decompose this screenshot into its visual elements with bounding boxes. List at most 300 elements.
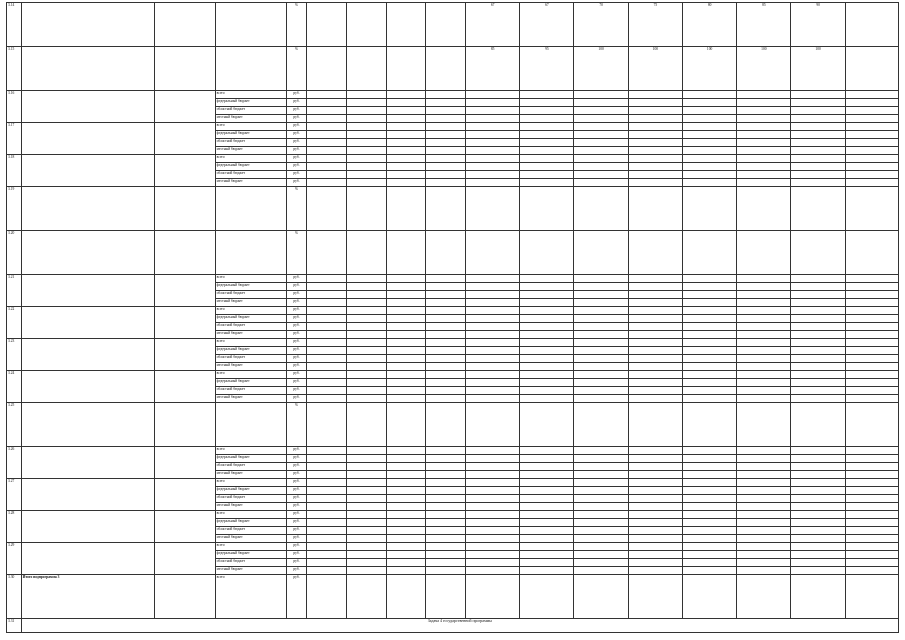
value-cell [520, 163, 574, 171]
value-cell [307, 395, 347, 403]
value-cell [465, 487, 519, 495]
value-cell [791, 559, 845, 567]
value-cell [737, 559, 791, 567]
value-cell [465, 463, 519, 471]
value-cell [791, 155, 845, 163]
value-cell [426, 519, 466, 527]
value-cell [574, 91, 628, 99]
funding-source: местный бюджет [215, 471, 286, 479]
row-description [21, 403, 155, 447]
value-cell [682, 527, 736, 535]
value-cell [386, 447, 426, 455]
value-cell [347, 179, 387, 187]
funding-source: областной бюджет [215, 495, 286, 503]
value-cell [791, 479, 845, 487]
value-cell [307, 387, 347, 395]
value-cell [386, 307, 426, 315]
table-row [7, 307, 899, 315]
value-cell: 80 [682, 3, 736, 47]
value-cell [628, 147, 682, 155]
responsible-org [155, 511, 216, 543]
unit-cell: руб. [286, 147, 307, 155]
value-cell [386, 283, 426, 291]
value-cell [628, 379, 682, 387]
value-cell [791, 291, 845, 299]
value-cell [791, 107, 845, 115]
value-cell [845, 495, 898, 503]
value-cell [737, 179, 791, 187]
value-cell [574, 447, 628, 455]
value-cell [426, 479, 466, 487]
value-cell [520, 519, 574, 527]
value-cell [791, 339, 845, 347]
value-cell [845, 543, 898, 551]
value-cell [682, 323, 736, 331]
value-cell [520, 503, 574, 511]
value-cell: 67 [520, 3, 574, 47]
unit-cell: руб. [286, 575, 307, 619]
unit-cell: руб. [286, 495, 307, 503]
value-cell [307, 519, 347, 527]
value-cell [465, 323, 519, 331]
value-cell [347, 371, 387, 379]
value-cell [307, 123, 347, 131]
value-cell [845, 179, 898, 187]
value-cell [426, 283, 466, 291]
unit-cell: руб. [286, 447, 307, 455]
value-cell [574, 323, 628, 331]
value-cell [628, 139, 682, 147]
value-cell [307, 147, 347, 155]
value-cell [628, 447, 682, 455]
value-cell [682, 559, 736, 567]
row-description: Итого подпрограмма 3 [21, 575, 155, 619]
responsible-org [155, 447, 216, 479]
value-cell [386, 91, 426, 99]
value-cell [347, 355, 387, 363]
value-cell [520, 147, 574, 155]
value-cell [520, 487, 574, 495]
value-cell [307, 535, 347, 543]
funding-source: местный бюджет [215, 567, 286, 575]
value-cell [347, 315, 387, 323]
funding-source: федеральный бюджет [215, 455, 286, 463]
value-cell [465, 527, 519, 535]
value-cell [426, 331, 466, 339]
value-cell [347, 275, 387, 283]
unit-cell: руб. [286, 463, 307, 471]
unit-cell: % [286, 47, 307, 91]
value-cell [307, 447, 347, 455]
value-cell [426, 275, 466, 283]
value-cell [628, 171, 682, 179]
value-cell [574, 559, 628, 567]
row-description [21, 543, 155, 575]
row-number: 3.16 [7, 91, 22, 123]
value-cell [737, 479, 791, 487]
value-cell [426, 139, 466, 147]
value-cell [465, 299, 519, 307]
value-cell [845, 535, 898, 543]
value-cell: 90 [791, 3, 845, 47]
value-cell [737, 291, 791, 299]
value-cell [347, 503, 387, 511]
value-cell [845, 355, 898, 363]
value-cell [426, 115, 466, 123]
value-cell [682, 171, 736, 179]
value-cell [520, 463, 574, 471]
value-cell [347, 511, 387, 519]
value-cell [347, 187, 387, 231]
unit-cell: руб. [286, 155, 307, 163]
funding-source: всего [215, 91, 286, 99]
value-cell [307, 551, 347, 559]
table-body [7, 3, 899, 633]
value-cell [845, 363, 898, 371]
value-cell [347, 519, 387, 527]
value-cell [737, 495, 791, 503]
row-number: 3.17 [7, 123, 22, 155]
value-cell [682, 567, 736, 575]
funding-source: федеральный бюджет [215, 551, 286, 559]
value-cell [465, 307, 519, 315]
value-cell [737, 519, 791, 527]
value-cell [520, 155, 574, 163]
value-cell [426, 355, 466, 363]
unit-cell: руб. [286, 299, 307, 307]
value-cell [520, 331, 574, 339]
value-cell [386, 363, 426, 371]
unit-cell: руб. [286, 115, 307, 123]
value-cell [386, 163, 426, 171]
value-cell [520, 107, 574, 115]
value-cell [307, 331, 347, 339]
unit-cell: руб. [286, 283, 307, 291]
table-row [7, 403, 899, 447]
value-cell [307, 275, 347, 283]
value-cell: 75 [628, 3, 682, 47]
unit-cell: руб. [286, 275, 307, 283]
value-cell [845, 139, 898, 147]
value-cell [574, 575, 628, 619]
value-cell [574, 163, 628, 171]
value-cell [307, 3, 347, 47]
value-cell [347, 323, 387, 331]
row-number: 3.29 [7, 543, 22, 575]
value-cell [520, 471, 574, 479]
value-cell [520, 551, 574, 559]
value-cell [574, 543, 628, 551]
table-row [7, 511, 899, 519]
value-cell [520, 575, 574, 619]
value-cell [426, 463, 466, 471]
value-cell [307, 291, 347, 299]
value-cell [465, 115, 519, 123]
value-cell [465, 347, 519, 355]
value-cell [307, 487, 347, 495]
value-cell [520, 559, 574, 567]
row-number: 3.14 [7, 3, 22, 47]
unit-cell: руб. [286, 315, 307, 323]
value-cell [386, 559, 426, 567]
value-cell [737, 331, 791, 339]
value-cell [682, 479, 736, 487]
value-cell [682, 291, 736, 299]
value-cell [574, 339, 628, 347]
value-cell [347, 107, 387, 115]
value-cell [737, 171, 791, 179]
value-cell [386, 471, 426, 479]
value-cell [737, 187, 791, 231]
value-cell [386, 131, 426, 139]
value-cell [426, 551, 466, 559]
value-cell [737, 471, 791, 479]
value-cell [574, 131, 628, 139]
value-cell [791, 123, 845, 131]
value-cell [737, 299, 791, 307]
value-cell [307, 299, 347, 307]
value-cell [574, 147, 628, 155]
value-cell [465, 567, 519, 575]
funding-source: областной бюджет [215, 139, 286, 147]
value-cell [307, 371, 347, 379]
unit-cell: руб. [286, 551, 307, 559]
responsible-org [155, 275, 216, 307]
value-cell [307, 339, 347, 347]
value-cell [791, 575, 845, 619]
value-cell: 100 [682, 47, 736, 91]
value-cell [682, 331, 736, 339]
unit-cell: % [286, 403, 307, 447]
value-cell [791, 163, 845, 171]
value-cell [628, 99, 682, 107]
value-cell [574, 519, 628, 527]
value-cell [465, 331, 519, 339]
value-cell [426, 403, 466, 447]
value-cell [426, 559, 466, 567]
value-cell [426, 91, 466, 99]
value-cell [520, 479, 574, 487]
value-cell [520, 315, 574, 323]
value-cell [628, 91, 682, 99]
value-cell [791, 487, 845, 495]
value-cell [845, 115, 898, 123]
value-cell [791, 187, 845, 231]
value-cell [737, 403, 791, 447]
value-cell [386, 123, 426, 131]
value-cell [386, 551, 426, 559]
value-cell [682, 231, 736, 275]
value-cell [520, 275, 574, 283]
row-description [21, 187, 155, 231]
value-cell [307, 91, 347, 99]
value-cell [791, 231, 845, 275]
row-number: 3.23 [7, 339, 22, 371]
value-cell [386, 463, 426, 471]
value-cell [386, 495, 426, 503]
value-cell [386, 179, 426, 187]
row-description [21, 275, 155, 307]
value-cell [737, 347, 791, 355]
value-cell [386, 139, 426, 147]
value-cell [737, 379, 791, 387]
value-cell [682, 315, 736, 323]
unit-cell: руб. [286, 171, 307, 179]
value-cell [307, 527, 347, 535]
value-cell [347, 387, 387, 395]
value-cell [845, 471, 898, 479]
funding-source: федеральный бюджет [215, 347, 286, 355]
value-cell [628, 387, 682, 395]
value-cell [845, 479, 898, 487]
unit-cell: руб. [286, 395, 307, 403]
value-cell [628, 315, 682, 323]
value-cell [386, 275, 426, 283]
value-cell [307, 479, 347, 487]
value-cell [574, 503, 628, 511]
value-cell [682, 403, 736, 447]
value-cell [574, 115, 628, 123]
value-cell [574, 99, 628, 107]
value-cell [845, 47, 898, 91]
unit-cell: руб. [286, 503, 307, 511]
value-cell [791, 139, 845, 147]
value-cell [465, 379, 519, 387]
value-cell [465, 123, 519, 131]
value-cell [737, 339, 791, 347]
value-cell [791, 455, 845, 463]
value-cell [628, 347, 682, 355]
value-cell [737, 155, 791, 163]
value-cell [386, 291, 426, 299]
value-cell [426, 291, 466, 299]
value-cell [520, 283, 574, 291]
funding-source: местный бюджет [215, 115, 286, 123]
value-cell [682, 123, 736, 131]
responsible-org [155, 575, 216, 619]
value-cell [574, 275, 628, 283]
funding-source: всего [215, 543, 286, 551]
responsible-org [155, 155, 216, 187]
funding-source: всего [215, 479, 286, 487]
unit-cell: % [286, 187, 307, 231]
value-cell [520, 347, 574, 355]
funding-source: местный бюджет [215, 363, 286, 371]
value-cell [737, 487, 791, 495]
row-number: 3.30 [7, 575, 22, 619]
value-cell [682, 503, 736, 511]
value-cell [682, 99, 736, 107]
value-cell [791, 283, 845, 291]
task-title: Задача 4 государственной программы [427, 618, 492, 623]
value-cell [737, 447, 791, 455]
value-cell [465, 171, 519, 179]
value-cell [845, 559, 898, 567]
value-cell [347, 331, 387, 339]
value-cell [520, 187, 574, 231]
value-cell [347, 291, 387, 299]
responsible-org [155, 91, 216, 123]
value-cell [520, 115, 574, 123]
value-cell [574, 387, 628, 395]
value-cell [791, 91, 845, 99]
value-cell [426, 347, 466, 355]
value-cell [574, 479, 628, 487]
value-cell [386, 99, 426, 107]
funding-source [215, 47, 286, 91]
value-cell [628, 487, 682, 495]
value-cell [845, 487, 898, 495]
value-cell [737, 91, 791, 99]
row-number: 3.28 [7, 511, 22, 543]
funding-source: всего [215, 307, 286, 315]
value-cell [737, 163, 791, 171]
row-number: 3.24 [7, 371, 22, 403]
value-cell [682, 147, 736, 155]
value-cell [682, 355, 736, 363]
value-cell [307, 463, 347, 471]
value-cell [347, 91, 387, 99]
funding-source: местный бюджет [215, 395, 286, 403]
value-cell [682, 471, 736, 479]
value-cell [845, 339, 898, 347]
responsible-org [155, 479, 216, 511]
value-cell [465, 511, 519, 519]
value-cell [465, 447, 519, 455]
value-cell [737, 275, 791, 283]
value-cell [682, 511, 736, 519]
value-cell [465, 187, 519, 231]
value-cell [845, 155, 898, 163]
value-cell [520, 355, 574, 363]
value-cell [426, 495, 466, 503]
value-cell [307, 575, 347, 619]
value-cell [791, 567, 845, 575]
value-cell [465, 559, 519, 567]
value-cell [520, 387, 574, 395]
value-cell [737, 395, 791, 403]
value-cell [347, 479, 387, 487]
value-cell [682, 179, 736, 187]
value-cell [845, 131, 898, 139]
value-cell [347, 307, 387, 315]
value-cell [386, 503, 426, 511]
table-row [7, 47, 899, 91]
value-cell [386, 171, 426, 179]
value-cell [386, 479, 426, 487]
value-cell [307, 139, 347, 147]
value-cell [574, 283, 628, 291]
value-cell [628, 179, 682, 187]
value-cell [465, 355, 519, 363]
value-cell [386, 147, 426, 155]
value-cell [574, 379, 628, 387]
task-heading-cell [21, 619, 898, 633]
value-cell [465, 371, 519, 379]
value-cell [307, 179, 347, 187]
funding-source: всего [215, 447, 286, 455]
value-cell [574, 363, 628, 371]
value-cell [628, 115, 682, 123]
funding-source: федеральный бюджет [215, 131, 286, 139]
value-cell [574, 527, 628, 535]
row-description [21, 447, 155, 479]
value-cell [845, 299, 898, 307]
responsible-org [155, 339, 216, 371]
value-cell [426, 163, 466, 171]
funding-source: всего [215, 371, 286, 379]
value-cell [791, 347, 845, 355]
